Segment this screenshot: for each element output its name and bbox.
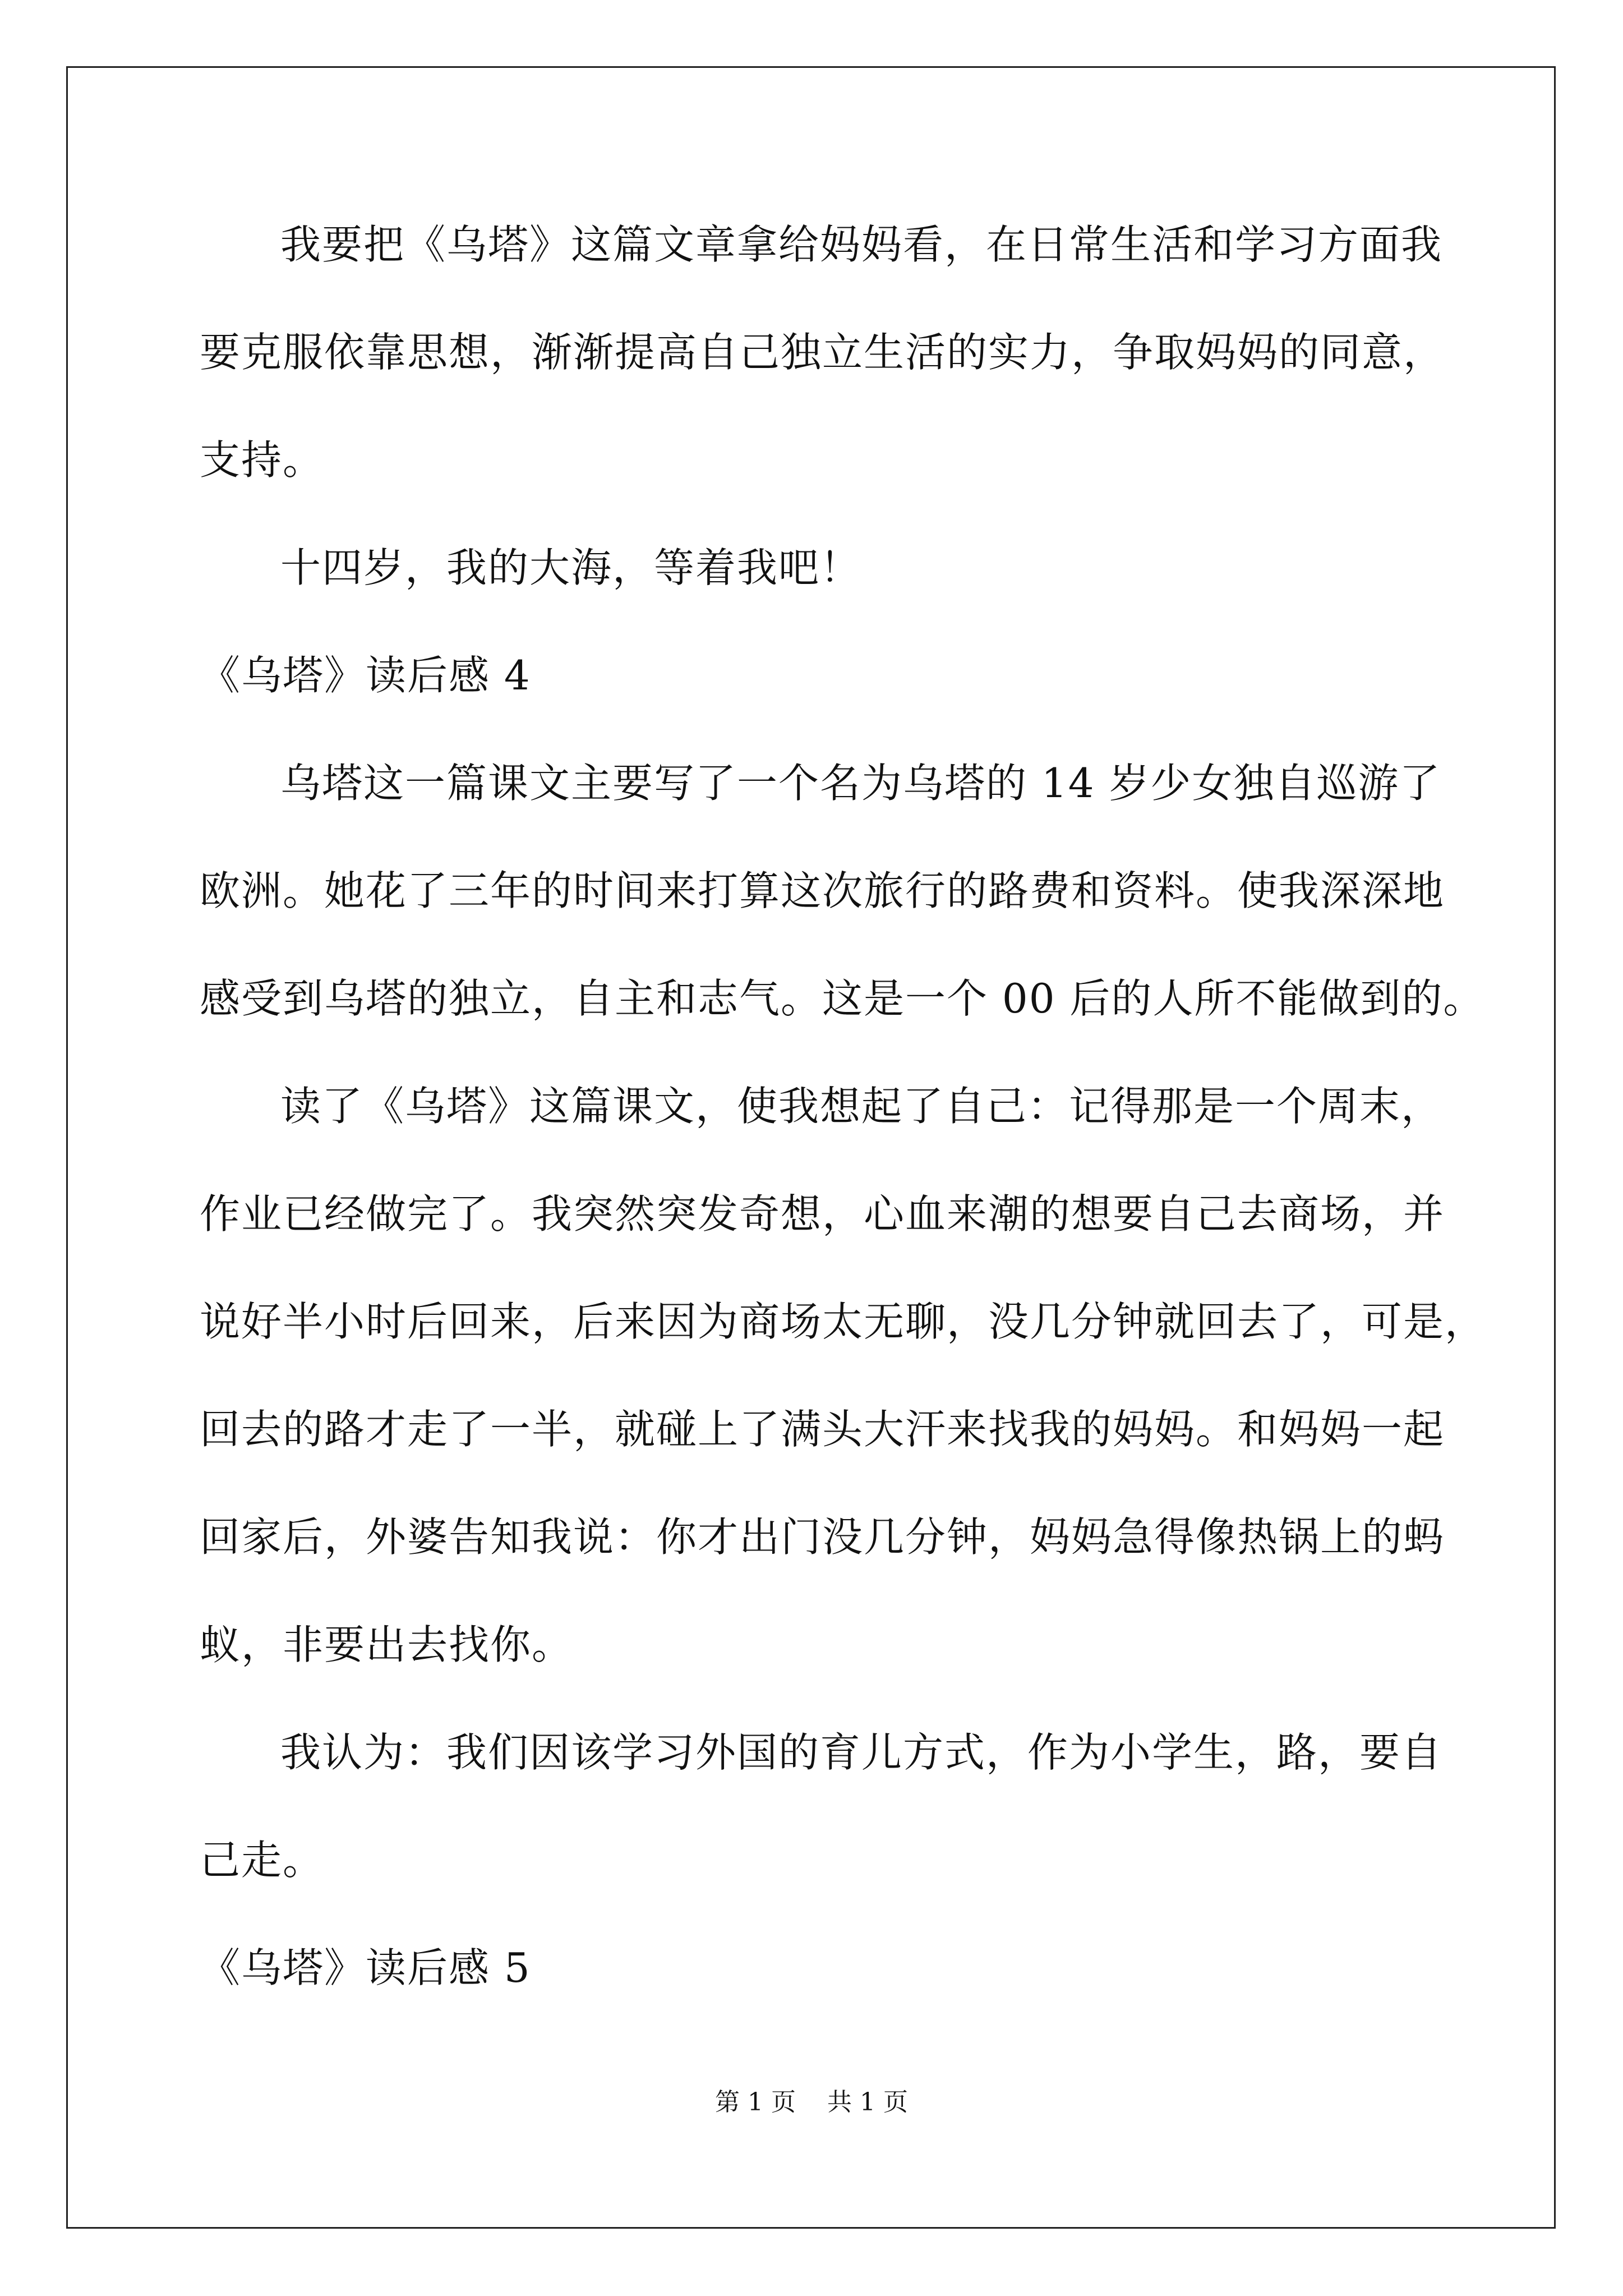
paragraph-line: 作业已经做完了。我突然突发奇想，心血来潮的想要自己去商场，并 [200, 1190, 1445, 1237]
page-number-current: 第 1 页 [715, 2088, 796, 2116]
section-heading: 《乌塔》读后感 4 [200, 652, 531, 699]
section-heading: 《乌塔》读后感 5 [200, 1944, 531, 1991]
paragraph-line: 感受到乌塔的独立，自主和志气。这是一个 00 后的人所不能做到的。 [200, 975, 1485, 1022]
paragraph-line: 说好半小时后回来，后来因为商场太无聊，没几分钟就回去了，可是， [200, 1298, 1487, 1345]
paragraph-line: 支持。 [200, 436, 325, 484]
paragraph-line: 回家后，外婆告知我说：你才出门没几分钟，妈妈急得像热锅上的蚂 [200, 1513, 1445, 1561]
paragraph-line: 十四岁，我的大海，等着我吧！ [280, 544, 862, 591]
paragraph-line: 要克服依靠思想，渐渐提高自己独立生活的实力，争取妈妈的同意， [200, 329, 1445, 376]
paragraph-line: 我要把《乌塔》这篇文章拿给妈妈看，在日常生活和学习方面我 [280, 221, 1443, 268]
paragraph-line: 蚁，非要出去找你。 [200, 1621, 574, 1668]
paragraph-line: 读了《乌塔》这篇课文，使我想起了自己：记得那是一个周末， [280, 1083, 1443, 1130]
paragraph-line: 我认为：我们因该学习外国的育儿方式，作为小学生，路，要自 [280, 1729, 1443, 1776]
paragraph-line: 己走。 [200, 1837, 325, 1884]
page-number-total: 共 1 页 [827, 2088, 908, 2116]
document-body [200, 221, 1487, 2055]
paragraph-line: 回去的路才走了一半，就碰上了满头大汗来找我的妈妈。和妈妈一起 [200, 1406, 1445, 1453]
paragraph-line: 乌塔这一篇课文主要写了一个名为乌塔的 14 岁少女独自巡游了 [280, 760, 1441, 807]
paragraph-line: 欧洲。她花了三年的时间来打算这次旅行的路费和资料。使我深深地 [200, 867, 1445, 914]
page-footer [0, 2090, 1623, 2115]
